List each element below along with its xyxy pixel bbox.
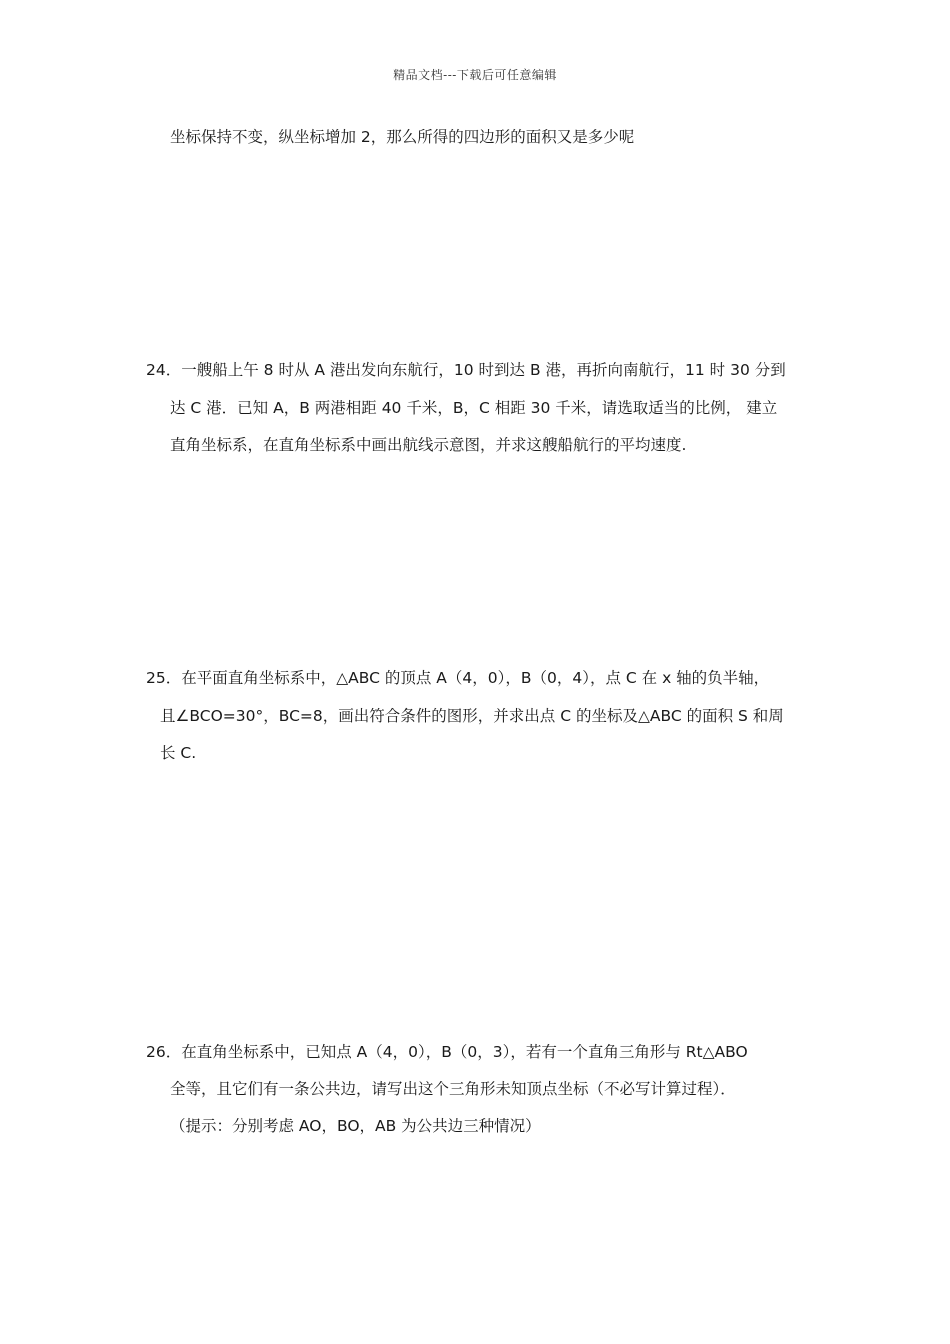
question-24-line-1: 24．一艘船上午 8 时从 A 港出发向东航行，10 时到达 B 港，再折向南航行，11 时 30 分到 bbox=[146, 361, 786, 379]
continuation-text: 坐标保持不变，纵坐标增加 2，那么所得的四边形的面积又是多少呢 bbox=[170, 128, 635, 146]
question-25-line-1: 25．在平面直角坐标系中，△ABC 的顶点 A（4，0），B（0，4），点 C 在 x 轴的负半轴， bbox=[146, 669, 770, 687]
question-24-line-3: 直角坐标系，在直角坐标系中画出航线示意图，并求这艘船航行的平均速度. bbox=[170, 436, 687, 454]
question-24-line-2: 达 C 港．已知 A，B 两港相距 40 千米，B，C 相距 30 千米，请选取适当的比例， 建立 bbox=[170, 399, 778, 417]
question-25-line-3: 长 C. bbox=[160, 744, 197, 762]
question-26-line-3: （提示：分别考虑 AO，BO，AB 为公共边三种情况） bbox=[170, 1117, 541, 1135]
question-26-line-1: 26．在直角坐标系中，已知点 A（4，0），B（0，3），若有一个直角三角形与 Rt△ABO bbox=[146, 1043, 748, 1061]
question-26-line-2: 全等，且它们有一条公共边，请写出这个三角形未知顶点坐标（不必写计算过程）． bbox=[170, 1080, 736, 1098]
question-25-line-2: 且∠BCO=30°，BC=8，画出符合条件的图形，并求出点 C 的坐标及△ABC 的面积 S 和周 bbox=[160, 707, 784, 725]
page-header: 精品文档---下载后可任意编辑 bbox=[393, 68, 557, 82]
